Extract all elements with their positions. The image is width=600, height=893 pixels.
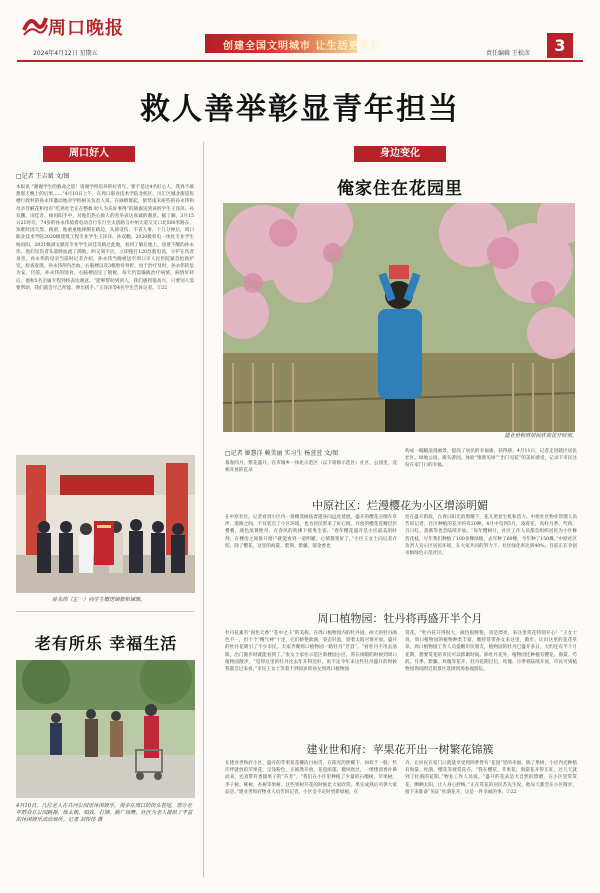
botanical-right: 赏花。“牡丹花开得很大，颜色很鲜艳，真是漂亮，来这里赏花特别开心！”王女士说，周口植物园的植物种类丰富，她经常带孙女来这里，散步、认识这里的花花草草。周口植物园工作人员提醒市民朋友，植物园的牡丹已盛开多日，大约还有半个月花期，想要赏花的市民可以抓紧时间。除牡丹花外，植物园还种植有樱花、海棠、芍药、月季、紫藤、玫瑰等花卉，牡丹花期过后，玫瑰、月季将陆续开放，市民可到植物园询问附近的景区选择到场参观游玩。 — [405, 631, 577, 673]
award-photo — [16, 455, 195, 593]
editor-line: 责任编辑 王松彦 — [486, 50, 530, 57]
logo-wave-icon — [22, 12, 48, 38]
section-heading-botanical: 周口植物园：牡丹将再盛开半个月 — [317, 612, 483, 625]
column-divider — [203, 142, 204, 877]
elderly-photo — [16, 660, 195, 798]
left-divider — [16, 611, 194, 612]
masthead-rule — [17, 60, 583, 62]
section-tag-changes: 身边变化 — [354, 146, 446, 162]
slogan-text: 创建全国文明城市 让生活更美好 — [223, 41, 382, 52]
zhongyuan-left: 在中原社区，记者看到小区内一排棵茂树枝着遗身向远处延展，盛开的樱花点缀在草坪、遗路之间，不仅装点了小区环境，也为居民带来了好心情。开放的樱花花瓣层层叠叠，颜色浓黄艳舟，在春风的吹拂下摇曳生姿。“春年樱花盛开是小区最美的时刻，在楼房之间推开窗户就能看到一道明媚，心情都变好了。”小区王女士向记者介绍。除了樱花，这里的海棠、紫荆、紫藤、郁金香也 — [225, 515, 397, 549]
intro-right: 构成一幅幅浪漫画景，提高了居民的幸福感、获得感。4月11日，记者走进辖区居民社区、绿地公园、街头游园，体验“推窗见绿”“出门见花”的美好感受，记录下市民这份在家门口的幸福。 — [405, 449, 577, 469]
feature-title: 老有所乐 幸福生活 — [34, 634, 178, 653]
left-byline: □记者 王吉斌 文/图 — [16, 173, 70, 180]
zhongyuan-right: 处在盛开阶段，在春日阳光的照耀下，花儿更显生机和活力。中原社区物业管理人员告诉记者，社区种植的花卉约有20种，4月中旬到5月，凌霄花、高杆月季、芍药、百日红、蔷薇等也会陆续开放。“每年樱树开，社区工作人员都会组织居民为小区修剪花枝，尽年我们种植了100多棵绿植，去年种了60棵，今年种了150棵。”中原社区负责人宣示区居民环境，在大家共同的努力下，社区绿化率达到40%，目前正在争创市级绿色示范社区。 — [405, 515, 577, 557]
slogan-banner — [205, 34, 382, 53]
masthead-logo — [22, 12, 140, 38]
flower-photo — [223, 203, 575, 432]
section-tag-good-people: 周口好人 — [43, 146, 135, 162]
botanical-left: 牡丹花素有“国色天香”“花中之王”的美称。在周口植物园内的牡丹园，硕大的牡丹颜色不一，但个个“精气神”十足，它们娇艳欲滴，姿态轻盈，迎着太阳尽情开放。盛开的牡丹花吸引了不少市民。大家齐聚周口植物园一睹牡丹“芳容”。“看牡丹不用去洛阳，出门散步时就能看到了。”张女士家住示范区新楼园小区，常在闲暇的时候到周口植物园散步，“觉得这里的牡丹比去年开得还好，说不定今年来这些牡丹盛开的时候我都会过来看。”市民王女士等着不到同岁的孙女到周口植物园 — [225, 631, 397, 673]
award-photo-caption: 孙永伟（左一）向学生赠送锦旗和锦旗。 — [52, 597, 146, 603]
jianye-left: 在建业世和府小区，盛开的苹果花花瓣洁白如雪，在阳光的照耀下，如似于一般；些许伴就放的苹果花，呈浅粉色，正嫣然开放，花苞浓郁，微风吹过，一缕缕清香扑鼻而来，还真带有香甜果子的“芬芳”。“我们在小区里种植了少量的石榴树、苹果树、李子树、桃树、杏树等果树，这些果树开花的时候比大家欣赏，果实成熟后可供大家品尝。”建业世和府物业人员告诉记者，小区会不定时更新绿植，在 — [225, 761, 397, 795]
intro-left: 暮春四月，繁花盛开。在市城乡一体化示范区（以下简称示范区）社区、公园里，竞相开放的花朵 — [225, 461, 397, 474]
page-headline: 救人善举彰显青年担当 — [140, 92, 460, 127]
section-heading-jianye: 建业世和府：苹果花开出一树繁花锦簇 — [306, 743, 494, 756]
left-article-body: 本报讯 “谢谢学生的救命之恩！请谢学校培养的好青年。要不是这4名好心人，我真不敢想那天晚上的后果……”4月10日上午，在周口职业技术学院北校区，川汇区城北街道焦楼行政村的孙永伟激动地对学校相关负责人说。在麻痹群起，惦势南未座些的孙永伟和母亲待解花和母有“吃鸡吐全正在整救 助人为乐好事得”的锦旗送到该校学生王泽泽、孙双鹏、田佳奇、杨再阳手中，对他们热心救人的善举表达真诚的谢意。据了解，3月15日21时许，74岁的孙永伟骑着电动自行车行至太清路与中州大道交叉口北500米路东，预难时因天黑、路滑，他重重地摔倒在路边，头部受伤，不省人事。十几分钟后，周口职业技术学院2020级建筑工程专业学生王泽泽、孙双鹏，2020级机电一体化专业学生杨再阳，2021级酒文献育专业学生田佳奇路过此地，看到了躺在地上，昏迷不醒的孙永伟。他们见伤者头部鲜血流了满地，叫又叫不应，立即拨打120急救电话，守护在伤者身旁。孙永伟的母亲当前时记者介绍，孙永伟当晚被送至周口市人民医院紧急抢救护室，检查发现，孙永伟颅内出血，右脑梗以及3根肋骨骨折，由于治疗及时，孙永伟转危为安。目前，孙永伟的饶食，右脑梗固定了钢板，每天仍需输液治疗病情，病情好转后，他和5名亲属专程到校表达谢意。“能够帮助到别人，我们感到很高兴，只要别人需要帮助，我们就会尽己所能、伸出援手。”王泽泽等4名学生告诉记者。②22 — [16, 185, 194, 291]
date-line: 2024年4月12日 星期五 — [33, 50, 98, 57]
section-heading-zhongyuan: 中原社区：烂漫樱花为小区增添明媚 — [312, 499, 488, 512]
paper-name: 周口晚报 — [48, 18, 124, 39]
article-title: 俺家住在花园里 — [337, 179, 463, 199]
page-number: 3 — [547, 33, 573, 58]
right-byline: □记者 姬慧洋 赖美丽 实习生 杨萱萱 文/图 — [225, 450, 339, 457]
flower-photo-caption: 建业世和府居民欣赏花开时刻。 — [504, 433, 577, 439]
elderly-photo-caption: 4月10日，几位老人在共河公园里休闲娱乐。漫步在周口的街头巷尾，部分老年群众在公园跳操、练太极、唱戏、打牌、跳广场舞，社区为老人提供了丰富的休闲娱乐活动场所。记者 刘俊伟 摄 — [16, 803, 193, 823]
jianye-right: 卉，让居民在家门口就能享受到四季皆有“花园”里的幸福。除了果树，小区内还种植有海棠、杜鹃、樱花等观赏花卉，“我在樱花、苹果花、海棠花开得正旺，过几天就到了杜鹃的花期。”物业工作人员说。“盛开的花朵是大自然的馈赠，在小区里赏赏花，晒晒太阳，让人身心舒畅。”正在赏花的居民苏先生说，他每天都会在小区散步，接下来准备“见证”杜鹃花开，这是一件幸福的事。②22 — [405, 761, 577, 795]
